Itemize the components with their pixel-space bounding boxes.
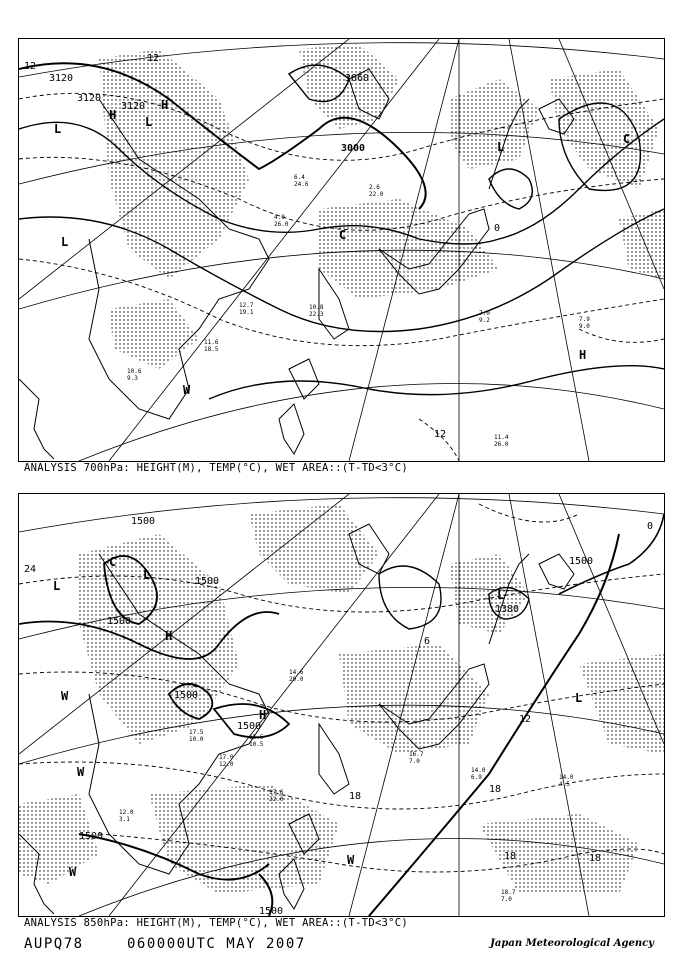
contour-label: 1500 — [174, 690, 199, 701]
low-center: L — [143, 568, 151, 582]
contour-label: 18 — [489, 784, 502, 795]
station-dewpoint: 26.0 — [274, 221, 289, 228]
station-temp: 14.0 — [471, 767, 486, 774]
contour-label: 1500 — [237, 721, 262, 732]
contour-label: 18 — [589, 853, 602, 864]
station-dewpoint: 3.1 — [119, 816, 130, 823]
analysis-time: 060000UTC MAY 2007 — [127, 936, 306, 952]
high-center: H — [259, 708, 267, 722]
station-temp: 6.4 — [294, 174, 305, 181]
station-dewpoint: 10.5 — [249, 741, 264, 748]
warm-center: W — [61, 689, 69, 703]
station-dewpoint: 10.0 — [189, 736, 204, 743]
contour-label: 1500 — [79, 831, 104, 842]
contour-label: 3000 — [341, 143, 366, 154]
station-dewpoint: 22.0 — [369, 191, 384, 198]
station-temp: 11.6 — [204, 339, 219, 346]
contour-label: 1500 — [131, 516, 156, 527]
low-center: L — [497, 588, 505, 602]
station-temp: 15.5 — [249, 734, 264, 741]
contour-label: 1500 — [195, 576, 220, 587]
station-dewpoint: 20.0 — [289, 676, 304, 683]
contour-label: 12 — [147, 53, 160, 64]
contour-label: 12 — [434, 429, 447, 440]
station-dewpoint: 12.0 — [219, 761, 234, 768]
station-dewpoint: 22.0 — [269, 796, 284, 803]
station-dewpoint: 26.0 — [494, 441, 509, 448]
contour-label: 24 — [24, 564, 37, 575]
cold-center: C — [109, 555, 117, 569]
cold-center: C — [623, 132, 631, 146]
contour-label: 12 — [24, 61, 37, 72]
contour-label: 1500 — [107, 616, 132, 627]
contour-label: 0 — [647, 521, 654, 532]
contour-label: 12 — [519, 714, 532, 725]
station-dewpoint: 18.5 — [204, 346, 219, 353]
low-center: L — [54, 122, 62, 136]
contour-label: 1500 — [569, 556, 594, 567]
high-center: H — [161, 98, 169, 112]
map-panel-850hpa — [18, 493, 665, 917]
station-temp: 14.6 — [289, 669, 304, 676]
low-center: L — [61, 235, 69, 249]
station-temp: 17.0 — [219, 754, 234, 761]
contour-label: 0 — [494, 223, 501, 234]
high-center: H — [165, 629, 173, 643]
map-panel-700hpa — [18, 38, 665, 462]
station-dewpoint: 9.0 — [579, 323, 590, 330]
station-temp: 11.4 — [494, 434, 509, 441]
contour-label: 3120 — [77, 93, 102, 104]
station-dewpoint: 24.6 — [294, 181, 309, 188]
warm-center: W — [77, 765, 85, 779]
contour-label: 18 — [349, 791, 362, 802]
map-700hpa-canvas — [19, 39, 664, 461]
contour-label: 1500 — [259, 906, 284, 916]
contour-label: 18 — [504, 851, 517, 862]
agency-name: Japan Meteorological Agency — [490, 938, 654, 949]
low-center: L — [145, 115, 153, 129]
caption-850hpa: ANALYSIS 850hPa: HEIGHT(M), TEMP(°C), WET AREA::(T-TD<3°C) — [24, 917, 409, 929]
station-dewpoint: 9.2 — [479, 317, 490, 324]
low-center: L — [575, 691, 583, 705]
contour-label: 3120 — [121, 101, 146, 112]
warm-center: W — [69, 865, 77, 879]
station-temp: 12.0 — [119, 809, 134, 816]
station-temp: 17.5 — [189, 729, 204, 736]
high-center: H — [109, 108, 117, 122]
map-850hpa-canvas — [19, 494, 664, 916]
contour-label: 6 — [424, 636, 431, 647]
low-center: L — [53, 579, 61, 593]
station-dewpoint: 22.3 — [309, 311, 324, 318]
station-temp: 10.6 — [127, 368, 142, 375]
station-temp: 10.8 — [309, 304, 324, 311]
cold-center: C — [339, 228, 347, 242]
chart-code: AUPQ78 — [24, 936, 84, 952]
station-dewpoint: 19.1 — [239, 309, 254, 316]
low-center: L — [497, 140, 505, 154]
high-center: H — [579, 348, 587, 362]
station-dewpoint: 6.9 — [471, 774, 482, 781]
station-dewpoint: 7.0 — [409, 758, 420, 765]
station-dewpoint: 9.3 — [127, 375, 138, 382]
warm-center: W — [183, 383, 191, 397]
station-temp: 7.9 — [579, 316, 590, 323]
station-temp: 12.7 — [239, 302, 254, 309]
caption-700hpa: ANALYSIS 700hPa: HEIGHT(M), TEMP(°C), WET AREA::(T-TD<3°C) — [24, 462, 409, 474]
station-temp: 14.0 — [559, 774, 574, 781]
station-temp: 4.0 — [274, 214, 285, 221]
warm-center: W — [347, 853, 355, 867]
contour-label: 1380 — [495, 604, 520, 615]
station-temp: 2.6 — [369, 184, 380, 191]
contour-label: 3120 — [49, 73, 74, 84]
station-temp: 7.0 — [479, 310, 490, 317]
station-dewpoint: 4.5 — [559, 781, 570, 788]
contour-label: 3060 — [345, 73, 370, 84]
station-temp: 17.6 — [269, 789, 284, 796]
station-temp: 16.7 — [409, 751, 424, 758]
station-temp: 18.7 — [501, 889, 516, 896]
station-dewpoint: 7.0 — [501, 896, 512, 903]
